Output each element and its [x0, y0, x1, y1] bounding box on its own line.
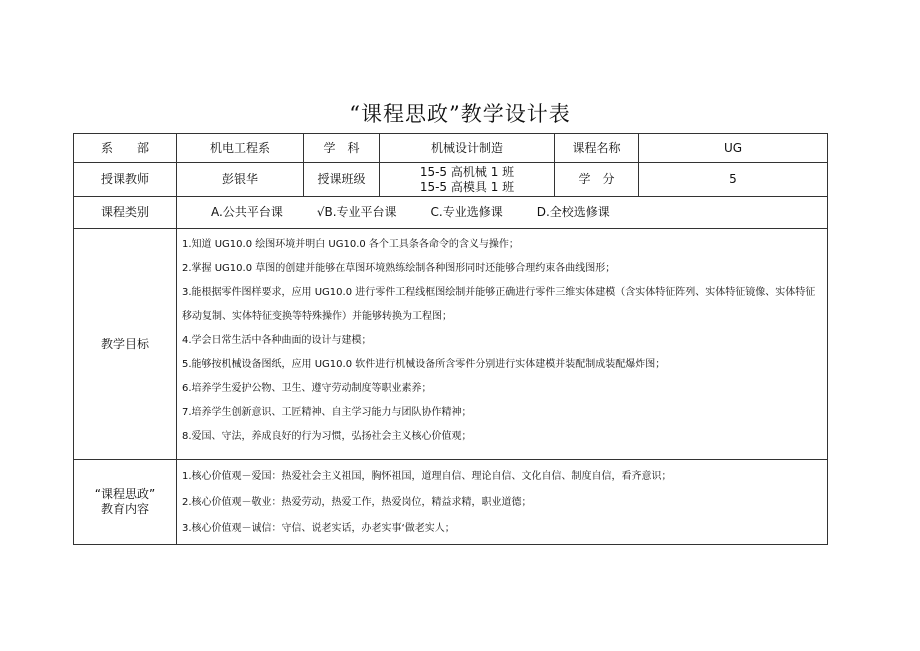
type-option-b: √B.专业平台课: [316, 205, 397, 219]
table-row: [74, 197, 828, 229]
course-label: 课程名称: [555, 134, 639, 163]
goals-label: 教学目标: [74, 229, 177, 460]
sizheng-list: [177, 460, 828, 545]
list-item: 3.能根据零件图样要求，应用 UG10.0 进行零件工程线框图绘制并能够正确进行零件三维实体建模（含实体特征阵列、实体特征镜像、实体特征移动复制、实体特征变换等特殊操作）并能够转换为工程图；: [182, 287, 816, 322]
dept-value: 机电工程系: [177, 134, 304, 163]
type-option-d: D.全校选修课: [536, 205, 610, 219]
type-options: [177, 197, 828, 229]
type-label: 课程类别: [74, 197, 177, 229]
table-row: [74, 460, 828, 545]
table-row: [74, 163, 828, 197]
class-label: 授课班级: [304, 163, 380, 197]
list-item: 1.知道 UG10.0 绘图环境并明白 UG10.0 各个工具条各命令的含义与操作；: [182, 239, 519, 250]
class-value: [380, 163, 555, 197]
subject-value: 机械设计制造: [380, 134, 555, 163]
teacher-value: 彭银华: [177, 163, 304, 197]
goals-list: [177, 229, 828, 460]
sizheng-label-line-1: “课程思政”: [94, 487, 156, 501]
class-value-2: 15-5 高模具 1 班: [419, 179, 515, 194]
table-row: [74, 134, 828, 163]
type-option-a: A.公共平台课: [211, 205, 283, 219]
credit-label: 学 分: [555, 163, 639, 197]
page-title: “课程思政”教学设计表: [349, 102, 571, 126]
type-option-c: C.专业选修课: [430, 205, 503, 219]
dept-label: 系 部: [74, 134, 177, 163]
list-item: 2.掌握 UG10.0 草图的创建并能够在草图环境熟练绘制各种图形同时还能够合理约束各曲线图形；: [182, 263, 616, 274]
list-item: 2.核心价值观－敬业：热爱劳动，热爱工作，热爱岗位，精益求精，职业道德；: [182, 497, 532, 508]
list-item: 5.能够按机械设备图纸，应用 UG10.0 软件进行机械设备所含零件分别进行实体建模并装配制成装配爆炸图；: [182, 359, 666, 370]
table-row: [74, 229, 828, 460]
class-value-1: 15-5 高机械 1 班: [419, 164, 515, 179]
course-value: UG: [639, 134, 828, 163]
sizheng-label-line-2: 教育内容: [100, 502, 149, 516]
subject-label: 学 科: [304, 134, 380, 163]
list-item: 1.核心价值观－爱国：热爱社会主义祖国，胸怀祖国，道理自信、理论自信、文化自信、制度自信，看齐意识；: [182, 471, 672, 482]
list-item: 6.培养学生爱护公物、卫生、遵守劳动制度等职业素养；: [182, 383, 432, 394]
design-table: [73, 133, 828, 545]
list-item: 3.核心价值观－诚信：守信、说老实话，办老实事‘做老实人；: [182, 523, 455, 534]
sizheng-label: [74, 460, 177, 545]
list-item: 7.培养学生创新意识、工匠精神、自主学习能力与团队协作精神；: [182, 407, 472, 418]
credit-value: 5: [639, 163, 828, 197]
list-item: 8.爱国、守法，养成良好的行为习惯，弘扬社会主义核心价值观；: [182, 431, 472, 442]
teacher-label: 授课教师: [74, 163, 177, 197]
list-item: 4.学会日常生活中各种曲面的设计与建模；: [182, 335, 372, 346]
